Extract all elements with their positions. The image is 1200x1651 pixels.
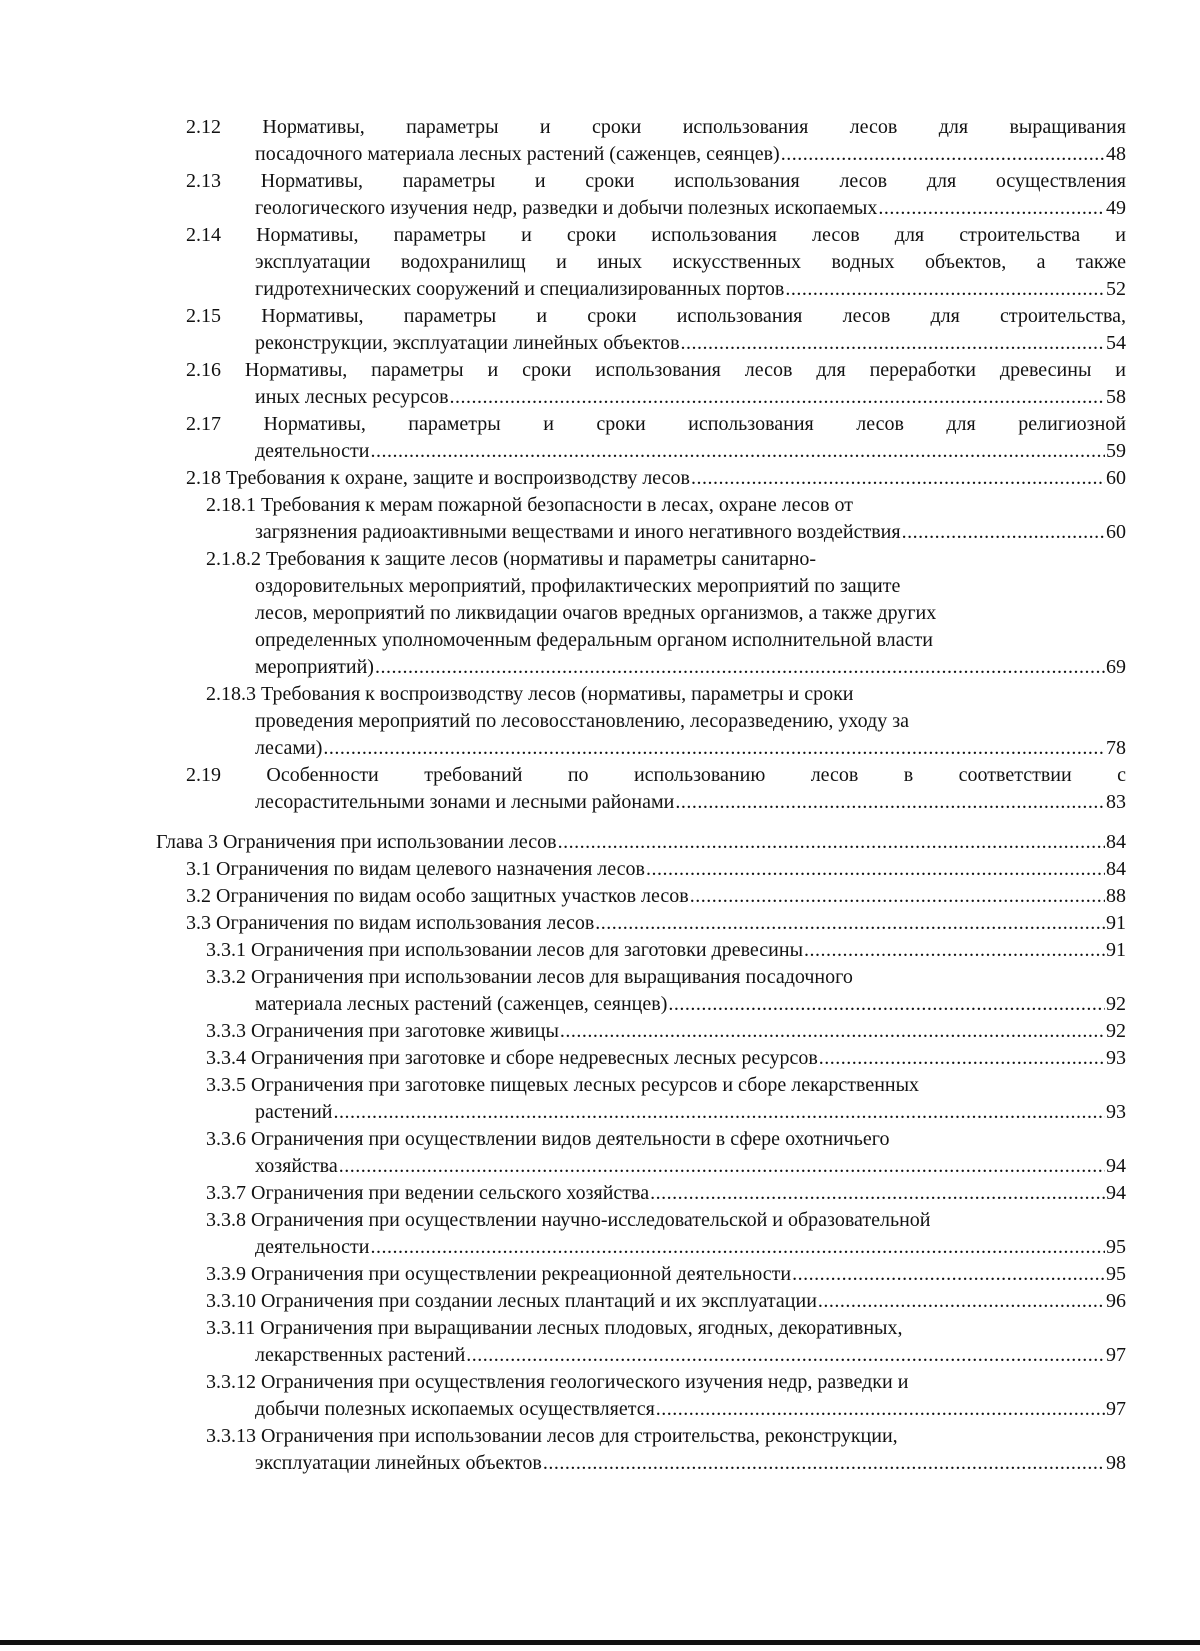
- toc-line: [255, 195, 1126, 222]
- toc-page-number: 48: [1106, 143, 1126, 165]
- toc-line: [156, 829, 1126, 856]
- toc-entry-text: посадочного материала лесных растений (саженцев, сеянцев): [255, 143, 780, 165]
- dot-leader: [339, 1153, 1105, 1180]
- toc-line: [255, 519, 1126, 546]
- toc-line: [186, 883, 1126, 910]
- toc-entry-text: 2.15 Нормативы, параметры и сроки использования лесов для строительства,: [186, 305, 1126, 327]
- toc-entry-text: гидротехнических сооружений и специализированных портов: [255, 278, 785, 300]
- dot-leader: [792, 1261, 1105, 1288]
- dot-leader: [785, 276, 1105, 303]
- toc-page-number: 93: [1106, 1047, 1126, 1069]
- toc-entry-text: загрязнения радиоактивными веществами и иного негативного воздействия: [255, 521, 901, 543]
- toc-entry-text: 2.1.8.2 Требования к защите лесов (нормативы и параметры санитарно-: [206, 548, 817, 570]
- dot-leader: [375, 654, 1105, 681]
- toc-page-number: 58: [1106, 386, 1126, 408]
- dot-leader: [371, 1234, 1106, 1261]
- dot-leader: [371, 438, 1106, 465]
- toc-entry-text: 2.17 Нормативы, параметры и сроки использования лесов для религиозной: [186, 413, 1126, 435]
- toc-entry-text: деятельности: [255, 440, 370, 462]
- toc-page-number: 92: [1106, 993, 1126, 1015]
- toc-line: [255, 141, 1126, 168]
- toc-page-number: 84: [1106, 831, 1126, 853]
- toc-line: [206, 1261, 1126, 1288]
- toc-entry-text: растений: [255, 1101, 333, 1123]
- toc-line: [255, 654, 1126, 681]
- toc-entry-text: Глава 3 Ограничения при использовании лесов: [156, 831, 557, 853]
- toc-page-number: 91: [1106, 939, 1126, 961]
- toc-line: [206, 1288, 1126, 1315]
- toc-line: [255, 438, 1126, 465]
- toc-page-number: 88: [1106, 885, 1126, 907]
- dot-leader: [668, 991, 1105, 1018]
- toc-page-number: 95: [1106, 1263, 1126, 1285]
- toc-page-number: 54: [1106, 332, 1126, 354]
- toc-line: [255, 330, 1126, 357]
- toc-page-number: 52: [1106, 278, 1126, 300]
- toc-entry-text: 2.18 Требования к охране, защите и воспроизводству лесов: [186, 467, 690, 489]
- toc-page-number: 97: [1106, 1344, 1126, 1366]
- toc-entry-text: эксплуатации линейных объектов: [255, 1452, 542, 1474]
- dot-leader: [646, 856, 1105, 883]
- toc-entry-text: 2.18.1 Требования к мерам пожарной безопасности в лесах, охране лесов от: [206, 494, 853, 516]
- bottom-rule: [0, 1640, 1200, 1645]
- toc-entry-text: определенных уполномоченным федеральным органом исполнительной власти: [255, 629, 933, 651]
- toc-entry-text: 3.3.7 Ограничения при ведении сельского хозяйства: [206, 1182, 650, 1204]
- toc-page-number: 92: [1106, 1020, 1126, 1042]
- toc-entry-text: 3.3.4 Ограничения при заготовке и сборе недревесных лесных ресурсов: [206, 1047, 818, 1069]
- toc-page-number: 49: [1106, 197, 1126, 219]
- dot-leader: [466, 1342, 1105, 1369]
- toc-page-number: 59: [1106, 440, 1126, 462]
- dot-leader: [819, 1045, 1105, 1072]
- toc-entry-text: 2.18.3 Требования к воспроизводству лесов (нормативы, параметры и сроки: [206, 683, 854, 705]
- dot-leader: [818, 1288, 1105, 1315]
- toc-page-number: 97: [1106, 1398, 1126, 1420]
- toc-line: [255, 1342, 1126, 1369]
- toc-line: [255, 276, 1126, 303]
- dot-leader: [690, 883, 1105, 910]
- toc-page-number: 69: [1106, 656, 1126, 678]
- toc-entry-text: 3.3.6 Ограничения при осуществлении видов деятельности в сфере охотничьего: [206, 1128, 890, 1150]
- dot-leader: [781, 141, 1105, 168]
- toc-entry-text: 2.19 Особенности требований по использованию лесов в соответствии с: [186, 764, 1126, 786]
- toc-line: [206, 1018, 1126, 1045]
- toc-page-number: 98: [1106, 1452, 1126, 1474]
- toc-line: [186, 910, 1126, 937]
- toc-page-number: 60: [1106, 467, 1126, 489]
- toc-page-number: 78: [1106, 737, 1126, 759]
- toc-line: [186, 856, 1126, 883]
- toc-line: [255, 1450, 1126, 1477]
- toc-entry-text: 3.1 Ограничения по видам целевого назначения лесов: [186, 858, 645, 880]
- toc-entry-text: 3.3.8 Ограничения при осуществлении научно-исследовательской и образовательной: [206, 1209, 931, 1231]
- toc-entry-text: 3.3.1 Ограничения при использовании лесов для заготовки древесины: [206, 939, 804, 961]
- toc-entry-text: 3.3.5 Ограничения при заготовке пищевых лесных ресурсов и сборе лекарственных: [206, 1074, 920, 1096]
- toc-entry-text: 2.13 Нормативы, параметры и сроки использования лесов для осуществления: [186, 170, 1126, 192]
- toc-page-number: 94: [1106, 1155, 1126, 1177]
- dot-leader: [650, 1180, 1105, 1207]
- toc-page-number: 84: [1106, 858, 1126, 880]
- toc-entry-text: 3.3.9 Ограничения при осуществлении рекреационной деятельности: [206, 1263, 792, 1285]
- toc-line: [255, 1396, 1126, 1423]
- toc-entry-text: проведения мероприятий по лесовосстановлению, лесоразведению, уходу за: [255, 710, 909, 732]
- dot-leader: [543, 1450, 1105, 1477]
- toc-entry-text: 3.3.3 Ограничения при заготовке живицы: [206, 1020, 559, 1042]
- toc-line: [255, 789, 1126, 816]
- dot-leader: [323, 735, 1105, 762]
- toc-page-number: 96: [1106, 1290, 1126, 1312]
- dot-leader: [804, 937, 1105, 964]
- toc-line: [206, 937, 1126, 964]
- dot-leader: [560, 1018, 1105, 1045]
- toc-entry-text: реконструкции, эксплуатации линейных объектов: [255, 332, 680, 354]
- toc-entry-text: материала лесных растений (саженцев, сеянцев): [255, 993, 668, 1015]
- toc-page-number: 94: [1106, 1182, 1126, 1204]
- toc-entry-text: лесорастительными зонами и лесными районами: [255, 791, 675, 813]
- toc-entry-text: 2.12 Нормативы, параметры и сроки использования лесов для выращивания: [186, 116, 1126, 138]
- dot-leader: [558, 829, 1105, 856]
- toc-entry-text: 3.3.11 Ограничения при выращивании лесных плодовых, ягодных, декоративных,: [206, 1317, 903, 1339]
- dot-leader: [595, 910, 1105, 937]
- toc-entry-text: 3.3.10 Ограничения при создании лесных плантаций и их эксплуатации: [206, 1290, 817, 1312]
- toc-page-number: 91: [1106, 912, 1126, 934]
- toc-entry-text: 3.2 Ограничения по видам особо защитных участков лесов: [186, 885, 689, 907]
- dot-leader: [333, 1099, 1105, 1126]
- toc-entry-text: мероприятий): [255, 656, 374, 678]
- dot-leader: [656, 1396, 1105, 1423]
- toc-entry-text: эксплуатации водохранилищ и иных искусственных водных объектов, а также: [255, 251, 1126, 273]
- toc-entry-text: лесами): [255, 737, 323, 759]
- toc-entry-text: лекарственных растений: [255, 1344, 466, 1366]
- toc-line: [206, 1180, 1126, 1207]
- toc-entry-text: иных лесных ресурсов: [255, 386, 449, 408]
- toc-page-number: 60: [1106, 521, 1126, 543]
- toc-entry-text: 3.3.2 Ограничения при использовании лесов для выращивания посадочного: [206, 966, 853, 988]
- dot-leader: [878, 195, 1105, 222]
- toc-line: [255, 1153, 1126, 1180]
- toc-entry-text: 2.16 Нормативы, параметры и сроки использования лесов для переработки древесины и: [186, 359, 1126, 381]
- toc-entry-text: лесов, мероприятий по ликвидации очагов вредных организмов, а также других: [255, 602, 937, 624]
- toc-line: [255, 991, 1126, 1018]
- toc-entry-text: 2.14 Нормативы, параметры и сроки использования лесов для строительства и: [186, 224, 1126, 246]
- dot-leader: [450, 384, 1105, 411]
- toc-line: [186, 465, 1126, 492]
- toc-entry-text: 3.3.12 Ограничения при осуществления геологического изучения недр, разведки и: [206, 1371, 909, 1393]
- toc-entry-text: деятельности: [255, 1236, 370, 1258]
- dot-leader: [691, 465, 1105, 492]
- toc-page-number: 83: [1106, 791, 1126, 813]
- dot-leader: [681, 330, 1105, 357]
- dot-leader: [902, 519, 1105, 546]
- toc-line: [255, 384, 1126, 411]
- toc-line: [255, 1234, 1126, 1261]
- dot-leader: [675, 789, 1105, 816]
- toc-entry-text: оздоровительных мероприятий, профилактических мероприятий по защите: [255, 575, 901, 597]
- toc-line: [206, 1045, 1126, 1072]
- toc-entry-text: 3.3.13 Ограничения при использовании лесов для строительства, реконструкции,: [206, 1425, 898, 1447]
- toc-line: [255, 735, 1126, 762]
- toc-entry-text: добычи полезных ископаемых осуществляется: [255, 1398, 655, 1420]
- toc-page-number: 93: [1106, 1101, 1126, 1123]
- toc-entry-text: геологического изучения недр, разведки и добычи полезных ископаемых: [255, 197, 878, 219]
- toc-line: [255, 1099, 1126, 1126]
- toc-entry-text: 3.3 Ограничения по видам использования лесов: [186, 912, 595, 934]
- toc-entry-text: хозяйства: [255, 1155, 338, 1177]
- toc-page-number: 95: [1106, 1236, 1126, 1258]
